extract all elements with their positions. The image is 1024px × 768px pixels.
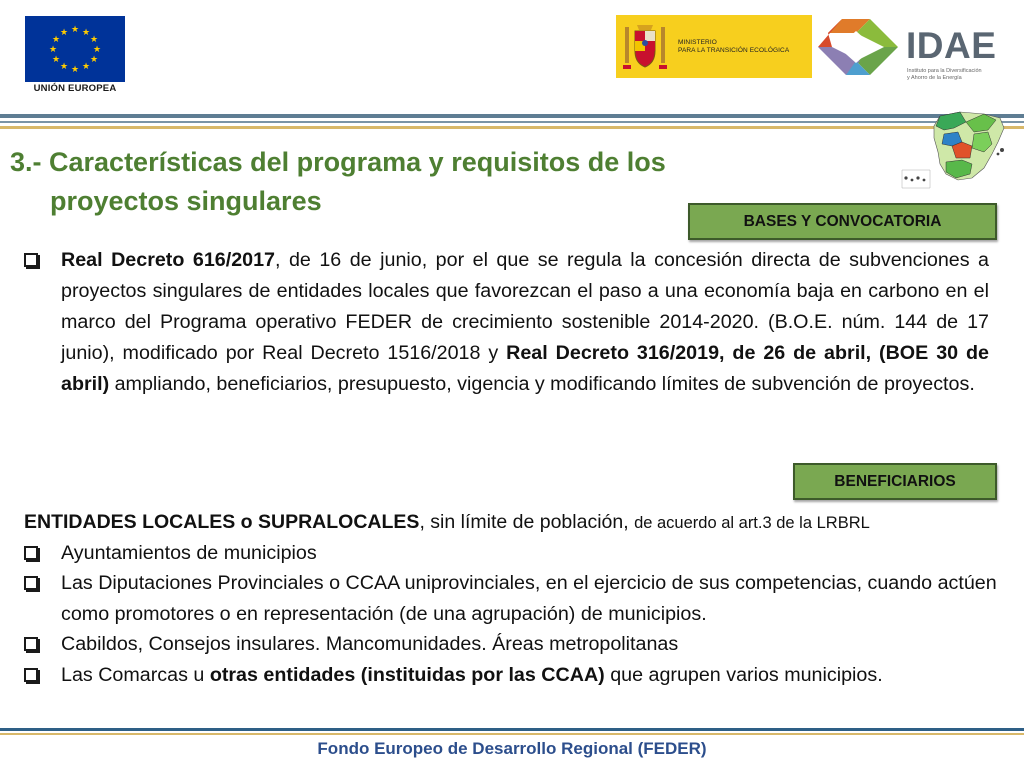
checkbox-bullet-icon [24,637,38,651]
idae-mark-icon [816,17,900,77]
svg-text:★: ★ [48,45,58,55]
checkbox-bullet-icon [24,253,38,267]
beneficiary-item-2: Las Diputaciones Provinciales o CCAA uniprovinciales, en el ejercicio de sus competencias, cuando actúen como promotores o en representación (de una agrupación) de municipios. [61,572,997,625]
ministry-line1: MINISTERIO [678,39,717,46]
idae-logo [816,15,996,81]
svg-text:★: ★ [81,62,91,72]
decree-bold-2: Real Decreto 316/2019, de 26 de abril, (BOE 30 de abril) [61,342,989,395]
checkbox-bullet-icon [24,546,38,560]
svg-text:★: ★ [92,45,102,55]
header-divider-gold [0,126,1024,129]
eu-label: UNIÓN EUROPEA [33,83,117,94]
beneficiarios-button[interactable]: BENEFICIARIOS [793,463,997,500]
svg-text:★: ★ [59,28,69,38]
svg-text:★: ★ [51,35,61,45]
decree-bold-1: Real Decreto 616/2017 [61,249,275,271]
idae-subtitle [907,68,982,81]
svg-text:★: ★ [59,62,69,72]
entities-heading-bold: ENTIDADES LOCALES o SUPRALOCALES [24,511,420,533]
eu-flag-icon [25,16,125,82]
spain-map-icon [900,108,1012,190]
idae-wordmark: IDAE [906,25,997,66]
slide-title [10,143,750,221]
svg-text:★: ★ [70,65,80,75]
idae-subtitle-line2: y Ahorro de la Energía [907,74,962,81]
beneficiary-item-1: Ayuntamientos de municipios [61,542,317,564]
spain-coat-of-arms-icon [621,21,669,73]
beneficiary-item-4 [61,660,1006,691]
decree-paragraph [61,245,989,400]
decree-text-2: ampliando, beneficiarios, presupuesto, vigencia y modificando límites de subvención de proyectos. [109,373,975,395]
ministry-text [678,39,789,55]
beneficiary-item-4-bold: otras entidades (instituidas por las CCAA) [209,664,605,686]
slide-title-line1: 3.- Características del programa y requisitos de los [10,147,666,177]
ministry-logo [616,15,812,78]
checkbox-bullet-icon [24,668,38,682]
svg-text:★: ★ [70,25,80,35]
header-divider [0,114,1024,118]
footer-text: Fondo Europeo de Desarrollo Regional (FEDER) [317,739,707,758]
checkbox-bullet-icon [24,576,38,590]
decree-text-1: , de 16 de junio, por el que se regula la concesión directa de subvenciones a proyectos singulares de entidades locales que favorezcan el paso a una economía baja en carbono en el marco del Programa operativo FEDER de crecimiento sostenible 2014-2020. (B.O.E. núm. 144 de 17 junio), modificado por Real Decreto 1516/2018 y [61,249,990,364]
slide-title-line2: proyectos singulares [50,186,322,216]
svg-text:★: ★ [51,55,61,65]
svg-text:★: ★ [89,55,99,65]
entities-heading [24,507,1004,538]
idae-subtitle-line1: Instituto para la Diversificación [907,68,982,74]
svg-text:★: ★ [81,28,91,38]
beneficiary-item-4-c: que agrupen varios municipios. [604,664,883,686]
beneficiary-item-3: Cabildos, Consejos insulares. Mancomunidades. Áreas metropolitanas [61,633,679,655]
svg-text:★: ★ [89,35,99,45]
beneficiary-item-4-a: Las Comarcas u [61,664,210,686]
ministry-line2: PARA LA TRANSICIÓN ECOLÓGICA [678,47,790,54]
entities-heading-text: , sin límite de población, [419,511,635,533]
eu-logo [25,16,125,96]
header-divider-thin [0,121,1024,123]
bases-convocatoria-button[interactable]: BASES Y CONVOCATORIA [688,203,997,240]
entities-heading-note: de acuerdo al art.3 de la LRBRL [634,514,870,532]
footer-divider-gold [0,733,1024,735]
footer-divider [0,728,1024,731]
